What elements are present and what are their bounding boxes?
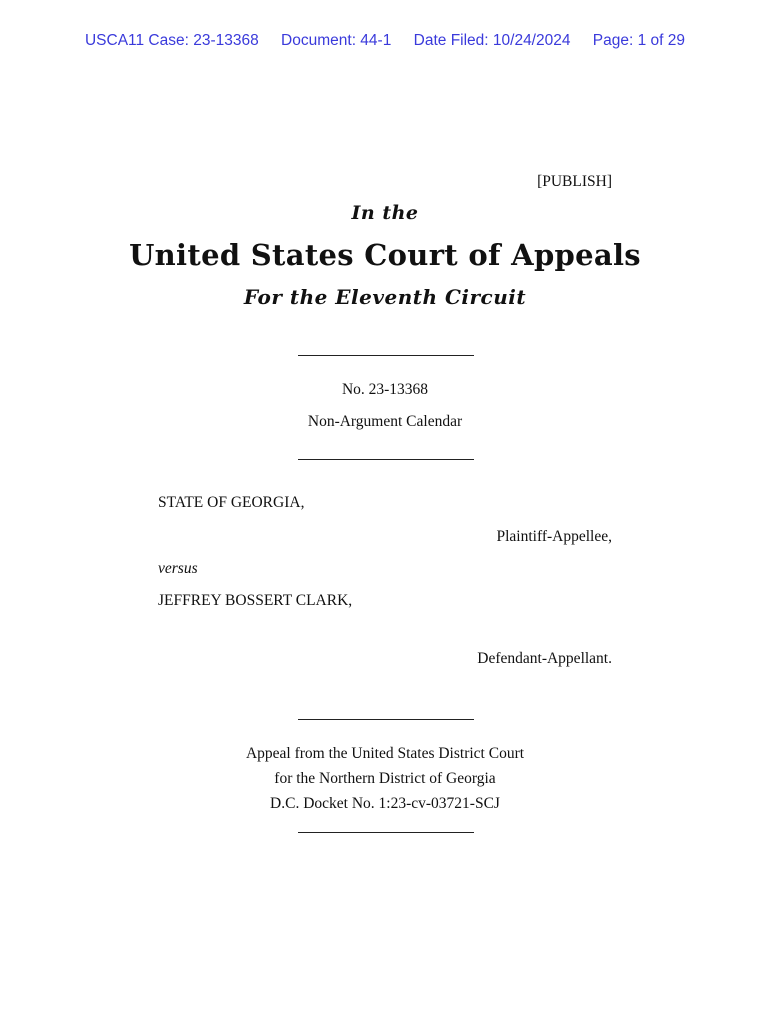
plaintiff-role: Plaintiff-Appellee, bbox=[496, 528, 612, 545]
divider-rule bbox=[298, 832, 474, 833]
page-count-header: Page: 1 of 29 bbox=[592, 32, 686, 49]
case-number: No. 23-13368 bbox=[341, 381, 429, 398]
court-name-heading: United States Court of Appeals bbox=[129, 238, 641, 272]
appeal-origin bbox=[0, 741, 770, 816]
circuit-heading: For the Eleventh Circuit bbox=[243, 285, 527, 309]
case-number-header: USCA11 Case: 23-13368 bbox=[84, 32, 259, 49]
divider-rule bbox=[298, 355, 474, 356]
versus-label: versus bbox=[158, 560, 198, 577]
publish-tag: [PUBLISH] bbox=[537, 173, 612, 190]
defendant-name: JEFFREY BOSSERT CLARK, bbox=[158, 592, 353, 609]
calendar-type: Non-Argument Calendar bbox=[307, 413, 463, 430]
defendant-role: Defendant-Appellant. bbox=[477, 650, 612, 667]
appeal-district-line: for the Northern District of Georgia bbox=[274, 770, 496, 787]
divider-rule bbox=[298, 459, 474, 460]
plaintiff-name: STATE OF GEORGIA, bbox=[158, 494, 305, 511]
in-the-heading: In the bbox=[351, 202, 419, 224]
divider-rule bbox=[298, 719, 474, 720]
document-number-header: Document: 44-1 bbox=[281, 32, 392, 49]
filing-header bbox=[0, 32, 770, 50]
docket-number-line: D.C. Docket No. 1:23-cv-03721-SCJ bbox=[270, 795, 500, 812]
appeal-court-line: Appeal from the United States District Court bbox=[245, 745, 525, 762]
date-filed-header: Date Filed: 10/24/2024 bbox=[413, 32, 571, 49]
